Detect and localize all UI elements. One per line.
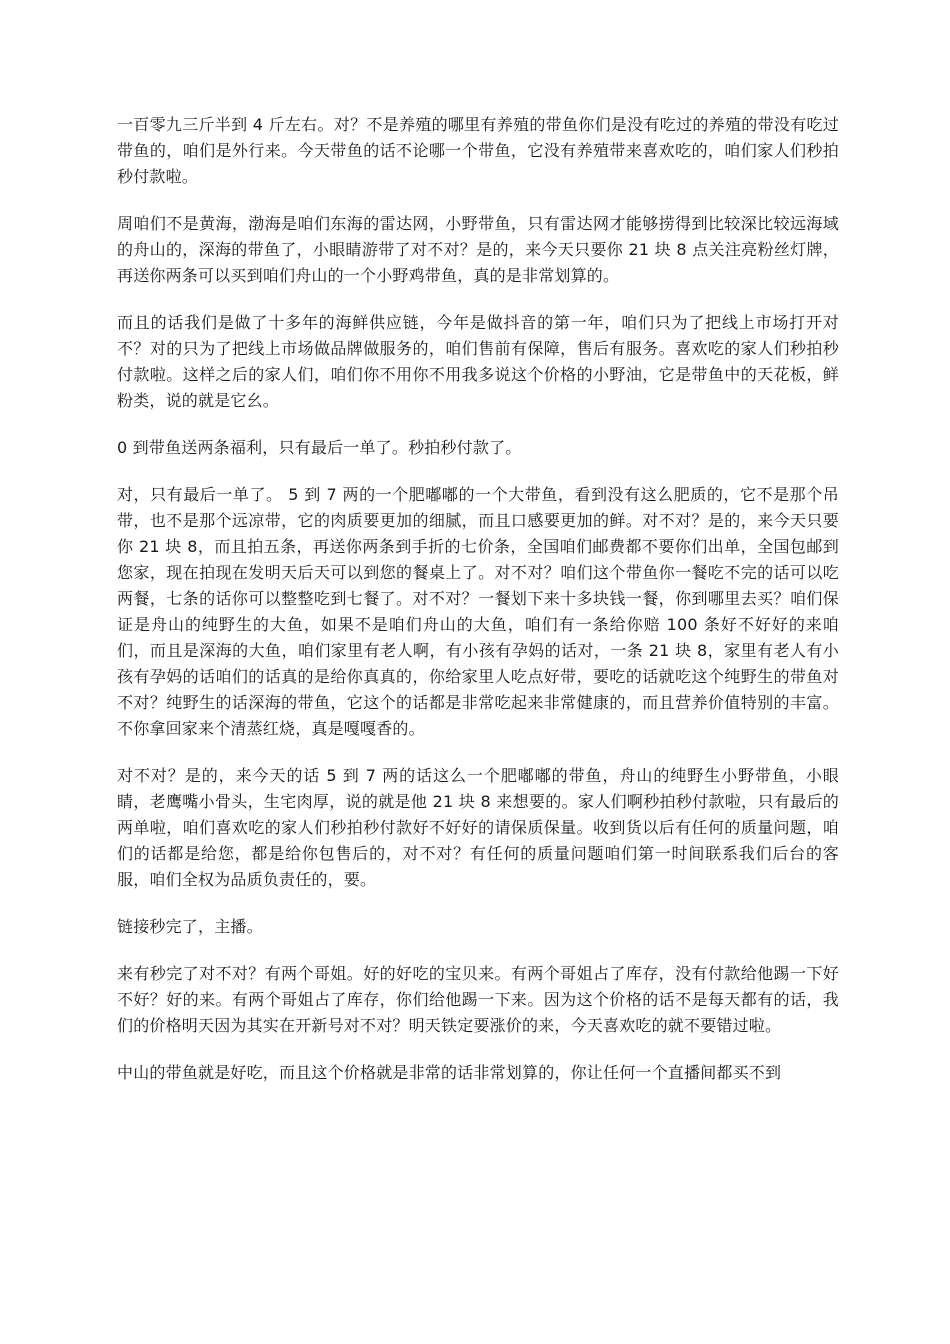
paragraph-8: 来有秒完了对不对？有两个哥姐。好的好吃的宝贝来。有两个哥姐占了库存，没有付款给他踢一下好不好？好的来。有两个哥姐占了库存，你们给他踢一下来。因为这个价格的话不是每天都有的话，我们的价格明天因为其实在开新号对不对？明天铁定要涨价的来，今天喜欢吃的就不要错过啦。 [117, 964, 839, 1035]
paragraph-5: 对，只有最后一单了。 5 到 7 两的一个肥嘟嘟的一个大带鱼，看到没有这么肥质的，它不是那个吊带，也不是那个远凉带，它的肉质要更加的细腻，而且口感要更加的鲜。对不对？是的，来今天只要你 21 块 8，而且拍五条，再送你两条到手折的七价条，全国咱们邮费都不要你们出单，全国包邮到您家，现在拍现在发明天后天可以到您的餐桌上了。对不对？咱们这个带鱼你一餐吃不完的话可以吃两餐，七条的话你可以整整吃到七餐了。对不对？一餐划下来十多块钱一餐，你到哪里去买？咱们保证是舟山的纯野生的大鱼，如果不是咱们舟山的大鱼，咱们有一条给你赔 100 条好不好好的来咱们，而且是深海的大鱼，咱们家里有老人啊，有小孩有孕妈的话对，一条 21 块 8，家里有老人有小孩有孕妈的话咱们的话真的是给你真真的，你给家里人吃点好带，要吃的话就吃这个纯野生的带鱼对不对？纯野生的话深海的带鱼，它这个的话都是非常吃起来非常健康的，而且营养价值特别的丰富。不你拿回家来个清蒸红烧，真是嘎嘎香的。 [117, 485, 839, 738]
paragraph-3: 而且的话我们是做了十多年的海鲜供应链，今年是做抖音的第一年，咱们只为了把线上市场打开对不？对的只为了把线上市场做品牌做服务的，咱们售前有保障，售后有服务。喜欢吃的家人们秒拍秒付款啦。这样之后的家人们，咱们你不用你不用我多说这个价格的小野油，它是带鱼中的天花板，鲜粉类，说的就是它幺。 [117, 313, 839, 410]
paragraph-4: 0 到带鱼送两条福利，只有最后一单了。秒拍秒付款了。 [117, 438, 522, 457]
paragraph-6: 对不对？是的，来今天的话 5 到 7 两的话这么一个肥嘟嘟的带鱼，舟山的纯野生小野带鱼，小眼睛，老鹰嘴小骨头，生宅肉厚，说的就是他 21 块 8 来想要的。家人们啊秒拍秒付款啦，只有最后的两单啦，咱们喜欢吃的家人们秒拍秒付款好不好好的请保质保量。收到货以后有任何的质量问题，咱们的话都是给您，都是给你包售后的，对不对？有任何的质量问题咱们第一时间联系我们后台的客服，咱们全权为品质负责任的，要。 [117, 766, 839, 889]
paragraph-7: 链接秒完了，主播。 [117, 917, 263, 936]
paragraph-9: 中山的带鱼就是好吃，而且这个价格就是非常的话非常划算的，你让任何一个直播间都买不到 [117, 1063, 782, 1082]
document-page [117, 112, 839, 1107]
paragraph-2: 周咱们不是黄海，渤海是咱们东海的雷达网，小野带鱼，只有雷达网才能够捞得到比较深比较远海域的舟山的，深海的带鱼了，小眼睛游带了对不对？是的，来今天只要你 21 块 8 点关注亮粉丝灯牌，再送你两条可以买到咱们舟山的一个小野鸡带鱼，真的是非常划算的。 [117, 214, 839, 285]
paragraph-1: 一百零九三斤半到 4 斤左右。对？不是养殖的哪里有养殖的带鱼你们是没有吃过的养殖的带没有吃过带鱼的，咱们是外行来。今天带鱼的话不论哪一个带鱼，它没有养殖带来喜欢吃的，咱们家人们秒拍秒付款啦。 [117, 115, 839, 186]
